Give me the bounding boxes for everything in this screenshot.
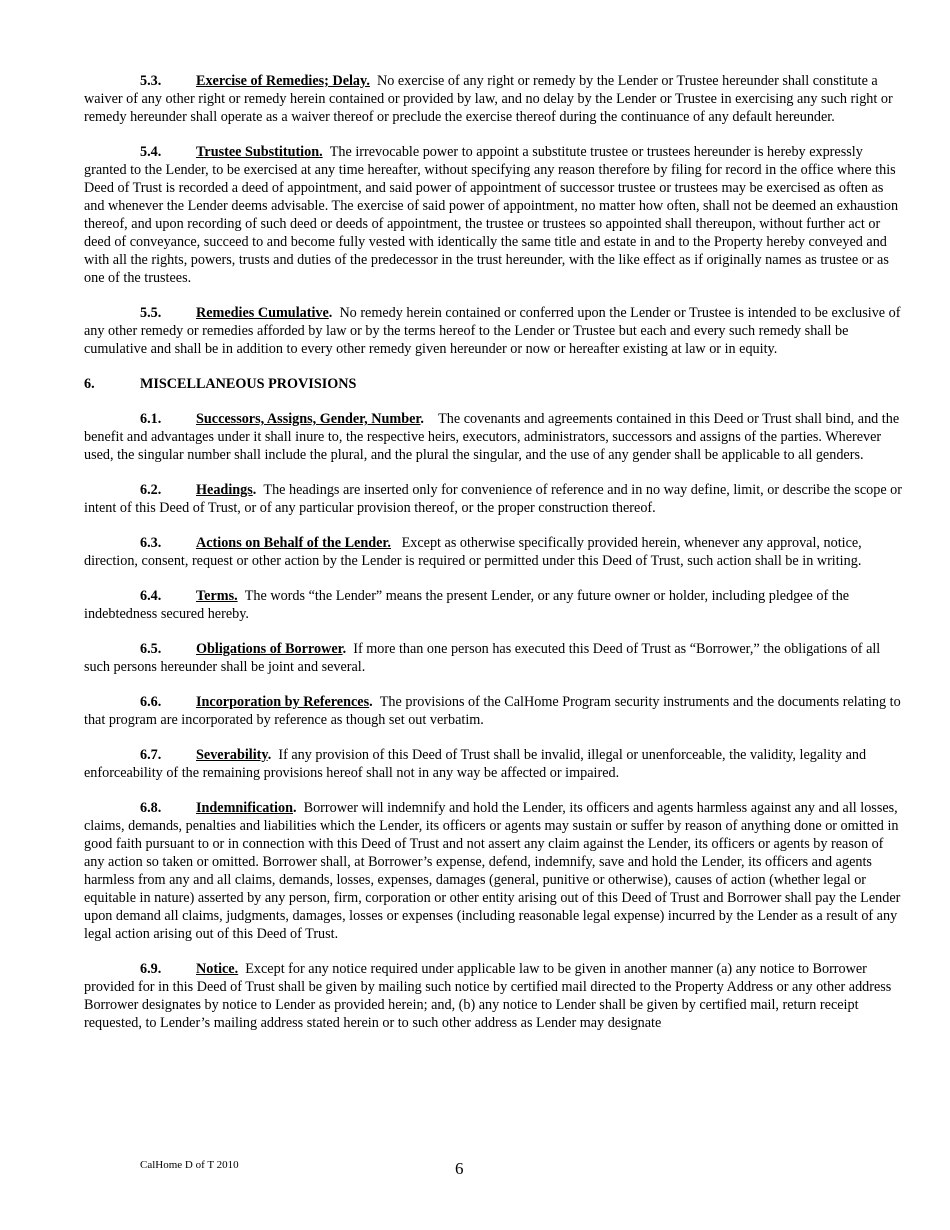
document-page xyxy=(84,72,907,1049)
paragraph-number: 5.5. xyxy=(140,305,162,321)
paragraph-heading: Headings xyxy=(196,482,253,498)
paragraph-heading: Indemnification xyxy=(196,800,293,816)
paragraph-text: No exercise of any right or remedy by the Lender or Trustee hereunder shall constitute a waiver of any other right or remedy herein contained or provided by law, and no delay by the Lender or Trustee in exercising any such right or remedy hereunder shall operate as a waiver thereof or preclude the exercise thereof during the continuance of any default hereunder. xyxy=(84,73,893,125)
paragraph-heading: Remedies Cumulative xyxy=(196,305,329,321)
paragraph-text: If any provision of this Deed of Trust shall be invalid, illegal or unenforceable, the validity, legality and enforceability of the remaining provisions hereof shall not in any way be affected or impaired. xyxy=(84,747,867,781)
paragraph-heading: Notice. xyxy=(196,961,239,977)
paragraph-6-4 xyxy=(84,587,907,623)
footer-page-number: 6 xyxy=(455,1159,464,1178)
paragraph-heading: Trustee Substitution. xyxy=(196,144,323,160)
paragraph-text: If more than one person has executed this Deed of Trust as “Borrower,” the obligations of all such persons hereunder shall be joint and several. xyxy=(84,641,881,675)
paragraph-number: 5.3. xyxy=(140,73,162,89)
paragraph-text: The words “the Lender” means the present Lender, or any future owner or holder, including pledgee of the indebtedness secured hereby. xyxy=(84,588,850,622)
paragraph-number: 6.8. xyxy=(140,800,162,816)
paragraph-5-5: 5.5. Remedies Cumulative. No remedy herein contained or conferred upon the Lender or Trustee is intended to be exclusive of any other remedy or remedies afforded by law or by the terms hereof to the Lender or Trustee but each and every such remedy shall be cumulative and shall be in addition to every other remedy given hereunder or now or hereafter existing at law or in equity. xyxy=(84,305,901,357)
paragraph-number: 6.9. xyxy=(140,961,162,977)
paragraph-6-5: 6.5. Obligations of Borrower. If more than one person has executed this Deed of Trust as “Borrower,” the obligations of all such persons hereunder shall be joint and several. xyxy=(84,641,881,675)
paragraph-number: 6.2. xyxy=(140,482,162,498)
paragraph-text: No remedy herein contained or conferred upon the Lender or Trustee is intended to be exclusive of any other remedy or remedies afforded by law or by the terms hereof to the Lender or Trustee but each and every such remedy shall be cumulative and shall be in addition to every other remedy given hereunder or now or hereafter existing at law or in equity. xyxy=(84,305,901,357)
paragraph-6-6: 6.6. Incorporation by References. The provisions of the CalHome Program security instruments and the documents relating to that program are incorporated by reference as though set out verbatim. xyxy=(84,694,901,728)
paragraph-number: 6.4. xyxy=(140,588,162,604)
paragraph-text: Except for any notice required under applicable law to be given in another manner (a) any notice to Borrower provided for in this Deed of Trust shall be given by mailing such notice by certified mail directed to the Property Address or any other address Borrower designates by notice to Lender as provided herein; and, (b) any notice to Lender shall be given by certified mail, return receipt requested, to Lender’s mailing address stated herein or to such other address as Lender may designate xyxy=(84,961,892,1031)
paragraph-heading: Actions on Behalf of the Lender. xyxy=(196,535,391,551)
paragraph-heading: Terms. xyxy=(196,588,238,604)
paragraph-5-4 xyxy=(84,143,907,287)
section-heading-6 xyxy=(84,375,907,393)
paragraph-5-3 xyxy=(84,72,907,126)
paragraph-text: Except as otherwise specifically provided herein, whenever any approval, notice, direction, consent, request or other action by the Lender is required or permitted under this Deed of Trust, such action shall be in writing. xyxy=(84,535,862,569)
paragraph-heading: Successors, Assigns, Gender, Number xyxy=(196,411,421,427)
paragraph-heading: Obligations of Borrower xyxy=(196,641,343,657)
paragraph-number: 6.6. xyxy=(140,694,162,710)
paragraph-text: The irrevocable power to appoint a substitute trustee or trustees hereunder is hereby expressly granted to the Lender, to be exercised at any time hereafter, without specifying any reason therefore by filing for record in the office where this Deed of Trust is recorded a deed of appointment, and said power of appointment of successor trustee or trustees may be exercised as often as and whenever the Lender deems advisable. The exercise of said power of appointment, no matter how often, shall not be deemed an exhaustion thereof, and upon recording of such deed or deeds of appointment, the trustee or trustees so appointed shall thereupon, without further act or deed of conveyance, succeed to and become fully vested with identically the same title and estate in and to the Property hereby conveyed and with all the rights, powers, trusts and duties of the predecessor in the trust hereunder, with the like effect as if originally names as trustee or as one of the trustees. xyxy=(84,144,899,286)
paragraph-6-8: 6.8. Indemnification. Borrower will indemnify and hold the Lender, its officers and agents harmless against any and all losses, claims, demands, penalties and liabilities which the Lender, its officers or agents may sustain or suffer by reason of anything done or omitted in good faith pursuant to or in connection with this Deed of Trust and not assert any claim against the Lender, its officers or agents by reason of any action so taken or omitted. Borrower shall, at Borrower’s expense, defend, indemnify, save and hold the Lender, its officers and agents harmless from any and all claims, demands, losses, expenses, damages (general, punitive or otherwise), causes of action (whether legal or equitable in nature) asserted by any person, firm, corporation or other entity arising out of this Deed of Trust and Borrower shall pay the Lender upon demand all claims, judgments, damages, losses or expenses (including reasonable legal expense) incurred by the Lender as a result of any legal action arising out of this Deed of Trust. xyxy=(84,800,901,942)
paragraph-heading: Exercise of Remedies; Delay. xyxy=(196,73,370,89)
paragraph-6-9 xyxy=(84,960,907,1032)
paragraph-6-7: 6.7. Severability. If any provision of this Deed of Trust shall be invalid, illegal or unenforceable, the validity, legality and enforceability of the remaining provisions hereof shall not in any way be affected or impaired. xyxy=(84,747,867,781)
paragraph-text: The headings are inserted only for convenience of reference and in no way define, limit, or describe the scope or intent of this Deed of Trust, or of any particular provision thereof, or the proper construction thereof. xyxy=(84,482,902,516)
paragraph-number: 5.4. xyxy=(140,144,162,160)
paragraph-text: Borrower will indemnify and hold the Lender, its officers and agents harmless against any and all losses, claims, demands, penalties and liabilities which the Lender, its officers or agents may sustain or suffer by reason of anything done or omitted in good faith pursuant to or in connection with this Deed of Trust and not assert any claim against the Lender, its officers or agents by reason of any action so taken or omitted. Borrower shall, at Borrower’s expense, defend, indemnify, save and hold the Lender, its officers and agents harmless from any and all claims, demands, losses, expenses, damages (general, punitive or otherwise), causes of action (whether legal or equitable in nature) asserted by any person, firm, corporation or other entity arising out of this Deed of Trust and Borrower shall pay the Lender upon demand all claims, judgments, damages, losses or expenses (including reasonable legal expense) incurred by the Lender as a result of any legal action arising out of this Deed of Trust. xyxy=(84,800,901,942)
paragraph-text: The provisions of the CalHome Program security instruments and the documents relating to that program are incorporated by reference as though set out verbatim. xyxy=(84,694,901,728)
paragraph-heading: Severability xyxy=(196,747,268,763)
paragraph-number: 6.7. xyxy=(140,747,162,763)
paragraph-heading: Incorporation by References xyxy=(196,694,370,710)
paragraph-6-2: 6.2. Headings. The headings are inserted only for convenience of reference and in no way define, limit, or describe the scope or intent of this Deed of Trust, or of any particular provision thereof, or the proper construction thereof. xyxy=(84,482,902,516)
paragraph-number: 6.1. xyxy=(140,411,162,427)
paragraph-6-3 xyxy=(84,534,907,570)
section-number: 6. xyxy=(84,376,95,392)
footer-document-label: CalHome D of T 2010 xyxy=(140,1159,239,1171)
paragraph-text: The covenants and agreements contained in this Deed or Trust shall bind, and the benefit and advantages under it shall inure to, the respective heirs, executors, administrators, successors and assigns of the parties. Wherever used, the singular number shall include the plural, and the plural the singular, and the use of any gender shall be applicable to all genders. xyxy=(84,411,900,463)
paragraph-number: 6.3. xyxy=(140,535,162,551)
paragraph-number: 6.5. xyxy=(140,641,162,657)
section-title: MISCELLANEOUS PROVISIONS xyxy=(140,376,357,392)
paragraph-6-1: 6.1. Successors, Assigns, Gender, Number. The covenants and agreements contained in this Deed or Trust shall bind, and the benefit and advantages under it shall inure to, the respective heirs, executors, administrators, successors and assigns of the parties. Wherever used, the singular number shall include the plural, and the plural the singular, and the use of any gender shall be applicable to all genders. xyxy=(84,411,900,463)
